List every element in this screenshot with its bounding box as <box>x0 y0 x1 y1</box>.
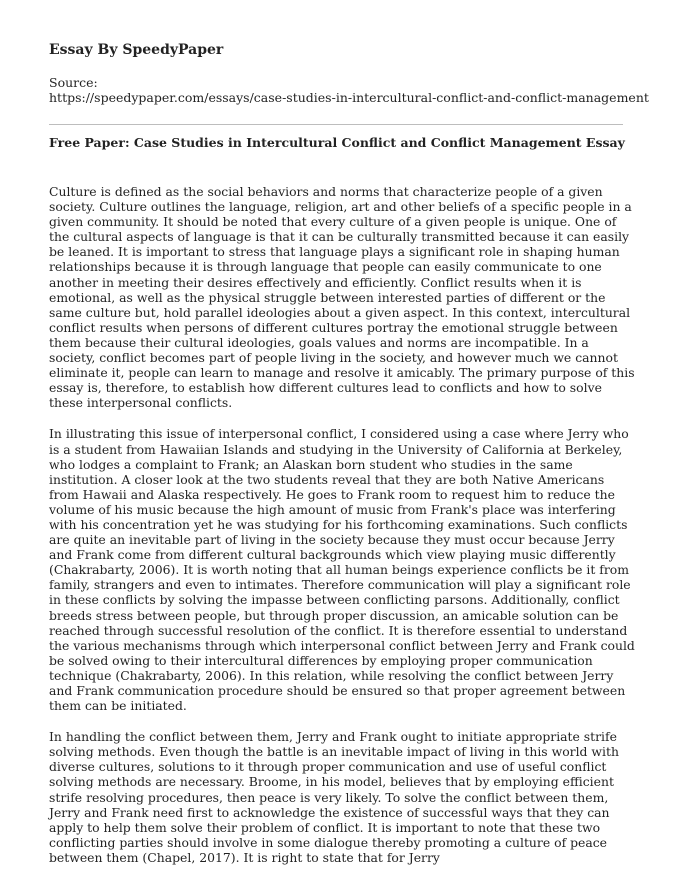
header-divider <box>49 124 623 125</box>
source-url[interactable]: https://speedypaper.com/essays/case-studies-in-intercultural-conflict-and-conflict-management <box>49 90 649 105</box>
essay-paragraph: Culture is defined as the social behaviors and norms that characterize people of a given society. Culture outlines the language, religion, art and other beliefs of a specific people in a given community. It should be noted that every culture of a given people is unique. One of the cultural aspects of language is that it can be culturally transmitted because it can easily be leaned. It is important to stress that language plays a significant role in shaping human relationships because it is through language that people can easily communicate to one another in meeting their desires effectively and efficiently. Conflict results when it is emotional, as well as the physical struggle between interested parties of different or the same culture but, hold parallel ideologies about a given aspect. In this context, intercultural conflict results when persons of different cultures portray the emotional struggle between them because their cultural ideologies, goals values and norms are incompatible. In a society, conflict becomes part of people living in the society, and however much we cannot eliminate it, people can learn to manage and resolve it amicably. The primary purpose of this essay is, therefore, to establish how different cultures lead to conflicts and how to solve these interpersonal conflicts. <box>49 184 635 411</box>
essay-body <box>49 184 637 881</box>
essay-paragraph: In handling the conflict between them, Jerry and Frank ought to initiate appropriate strife solving methods. Even though the battle is an inevitable impact of living in this world with diverse cultures, solutions to it through proper communication and use of useful conflict solving methods are necessary. Broome, in his model, believes that by employing efficient strife resolving procedures, then peace is very likely. To solve the conflict between them, Jerry and Frank need first to acknowledge the existence of successful ways that they can apply to help them solve their problem of conflict. It is important to note that these two conflicting parties should involve in some dialogue thereby promoting a culture of peace between them (Chapel, 2017). It is right to state that for Jerry <box>49 729 619 865</box>
essay-header-title: Essay By SpeedyPaper <box>49 42 224 58</box>
source-label: Source: <box>49 75 98 90</box>
essay-paragraph: In illustrating this issue of interpersonal conflict, I considered using a case where Jerry who is a student from Hawaiian Islands and studying in the University of California at Berkeley, who lodges a complaint to Frank; an Alaskan born student who studies in the same institution. A closer look at the two students reveal that they are both Native Americans from Hawaii and Alaska respectively. He goes to Frank room to request him to reduce the volume of his music because the high amount of music from Frank's place was interfering with his concentration yet he was studying for his forthcoming examinations. Such conflicts are quite an inevitable part of living in the society because they must occur because Jerry and Frank come from different cultural backgrounds which view playing music differently (Chakrabarty, 2006). It is worth noting that all human beings experience conflicts be it from family, strangers and even to intimates. Therefore communication will play a significant role in these conflicts by solving the impasse between conflicting parsons. Additionally, conflict breeds stress between people, but through proper discussion, an amicable solution can be reached through successful resolution of the conflict. It is therefore essential to understand the various mechanisms through which interpersonal conflict between Jerry and Frank could be solved owing to their intercultural differences by employing proper communication technique (Chakrabarty, 2006). In this relation, while resolving the conflict between Jerry and Frank communication procedure should be ensured so that proper agreement between them can be initiated. <box>49 426 635 714</box>
essay-title: Free Paper: Case Studies in Intercultural Conflict and Conflict Management Essay <box>49 135 625 150</box>
